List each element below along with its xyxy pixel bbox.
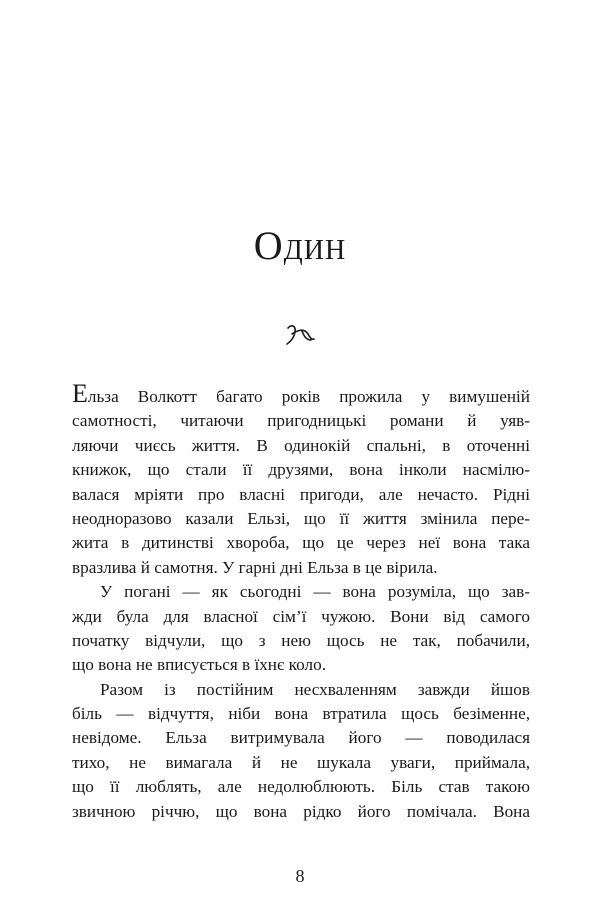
flourish-ornament-icon xyxy=(284,318,316,350)
text-line: вразлива й самотня. У гарні дні Ельза в це вірила. xyxy=(72,557,438,577)
drop-cap: Е xyxy=(72,379,88,408)
page-number: 8 xyxy=(295,866,305,886)
text-line: валася мріяти про власні пригоди, але нечасто. Рідні xyxy=(72,484,530,504)
text-line: жди була для власної сім’ї чужою. Вони від самого xyxy=(72,606,530,626)
paragraph xyxy=(72,379,530,580)
text-line: неодноразово казали Ельзі, що її життя змінила пере- xyxy=(72,508,530,528)
paragraph xyxy=(72,678,530,824)
text-line: що її люблять, але недолюблюють. Біль став такою xyxy=(72,777,530,797)
text-line: біль — відчуття, ніби вона втратила щось безіменне, xyxy=(72,704,530,724)
text-line: Разом із постійним несхваленням завжди йшов xyxy=(100,679,530,699)
text-line: звичною річчю, що вона рідко його помічала. Вона xyxy=(72,801,530,821)
text-line: що вона не вписується в їхнє коло. xyxy=(72,655,326,675)
chapter-title: Один xyxy=(253,223,347,268)
text-line: жита в дитинстві хвороба, що це через неї вона така xyxy=(72,533,530,553)
paragraph xyxy=(72,580,530,678)
text-line: тихо, не вимагала й не шукала уваги, приймала, xyxy=(72,752,530,772)
text-line: Ельза Волкотт багато років прожила у вимушеній xyxy=(72,379,530,408)
text-line: У погані — як сьогодні — вона розуміла, що зав- xyxy=(100,582,530,602)
body-text xyxy=(72,379,530,824)
text-line: невідоме. Ельза витримувала його — поводилася xyxy=(72,728,530,748)
text-line: початку відчули, що з нею щось не так, побачили, xyxy=(72,630,530,650)
text-line: самотності, читаючи пригодницькі романи й уяв- xyxy=(72,411,530,431)
text-line: ляючи чиєсь життя. В одинокій спальні, в оточенні xyxy=(72,435,530,455)
text-line: книжок, що стали її друзями, вона інколи насмілю- xyxy=(72,460,530,480)
